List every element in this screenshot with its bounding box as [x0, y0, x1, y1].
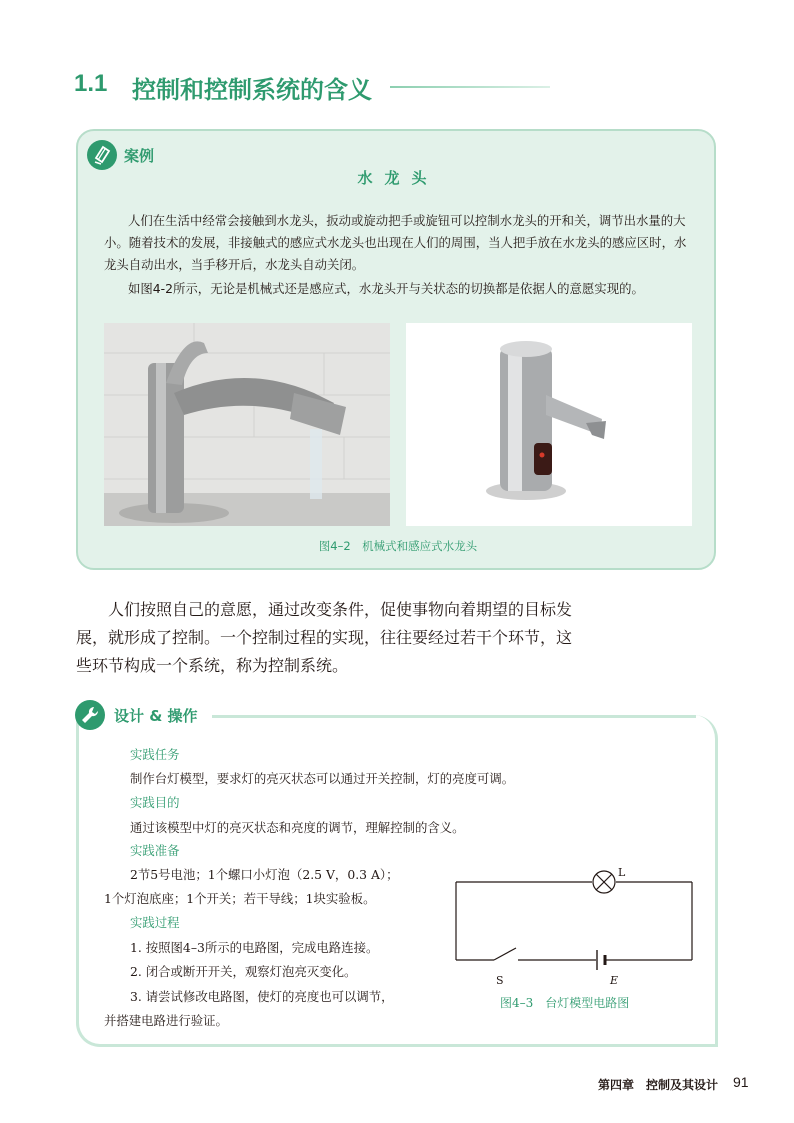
lamp-symbol [593, 871, 615, 893]
practice-step-2: 2. 闭合或断开开关，观察灯泡亮灭变化。 [130, 964, 357, 979]
practice-task-heading: 实践任务 [130, 747, 180, 762]
practice-step-3-line-2: 并搭建电路进行验证。 [104, 1013, 228, 1028]
design-operation-label: 设计 & 操作 [114, 707, 198, 725]
practice-step-3-line-1: 3. 请尝试修改电路图，使灯的亮度也可以调节， [130, 989, 394, 1004]
practice-prep-line-1: 2节5号电池；1个螺口小灯泡（2.5 V，0.3 A）； [130, 867, 399, 882]
sensor-faucet-photo [406, 323, 692, 526]
battery-symbol [597, 950, 605, 970]
case-box [76, 129, 716, 570]
practice-task-text: 制作台灯模型，要求灯的亮灭状态可以通过开关控制，灯的亮度可调。 [130, 771, 515, 786]
case-label: 案例 [124, 147, 155, 165]
footer-chapter: 第四章 控制及其设计 [598, 1078, 719, 1092]
switch-label: S [496, 974, 504, 987]
section-heading [74, 70, 554, 104]
page-number: 91 [733, 1074, 749, 1090]
case-title: 水龙头 [357, 169, 439, 187]
battery-label: E [610, 974, 619, 987]
section-title-rule [390, 86, 550, 88]
section-number: 1.1 [74, 70, 108, 97]
practice-prep-line-2: 1个灯泡底座；1个开关；若干导线；1块实验板。 [104, 891, 376, 906]
lamp-label: L [618, 866, 626, 879]
practice-prep-heading: 实践准备 [130, 843, 180, 858]
body-paragraph: 人们按照自己的意愿，通过改变条件，促使事物向着期望的目标发展，就形成了控制。一个控制过程的实现，往往要经过若干个环节，这些环节构成一个系统，称为控制系统。 [76, 600, 573, 675]
case-paragraph-1: 人们在生活中经常会接触到水龙头，扳动或旋动把手或旋钮可以控制水龙头的开和关，调节出水量的大小。随着技术的发展，非接触式的感应式水龙头也出现在人们的周围，当人把手放在水龙头的感应区时，水龙头自动出水，当手移开后，水龙头自动关闭。 [104, 213, 687, 272]
figure-4-2-caption: 图4–2 机械式和感应式水龙头 [318, 539, 478, 553]
mechanical-faucet-photo [104, 323, 390, 526]
figure-4-3-caption: 图4–3 台灯模型电路图 [500, 996, 630, 1010]
section-title: 控制和控制系统的含义 [132, 76, 372, 104]
design-operation-header [74, 699, 718, 733]
practice-purpose-heading: 实践目的 [130, 795, 180, 810]
lamp-circuit-diagram [454, 860, 694, 990]
practice-purpose-text: 通过该模型中灯的亮灭状态和亮度的调节，理解控制的含义。 [130, 820, 465, 835]
wrench-icon [74, 699, 106, 731]
case-paragraph-2: 如图4-2所示，无论是机械式还是感应式，水龙头开与关状态的切换都是依据人的意愿实现的。 [128, 281, 644, 296]
practice-process-heading: 实践过程 [130, 915, 180, 930]
practice-step-1: 1. 按照图4–3所示的电路图，完成电路连接。 [130, 940, 379, 955]
